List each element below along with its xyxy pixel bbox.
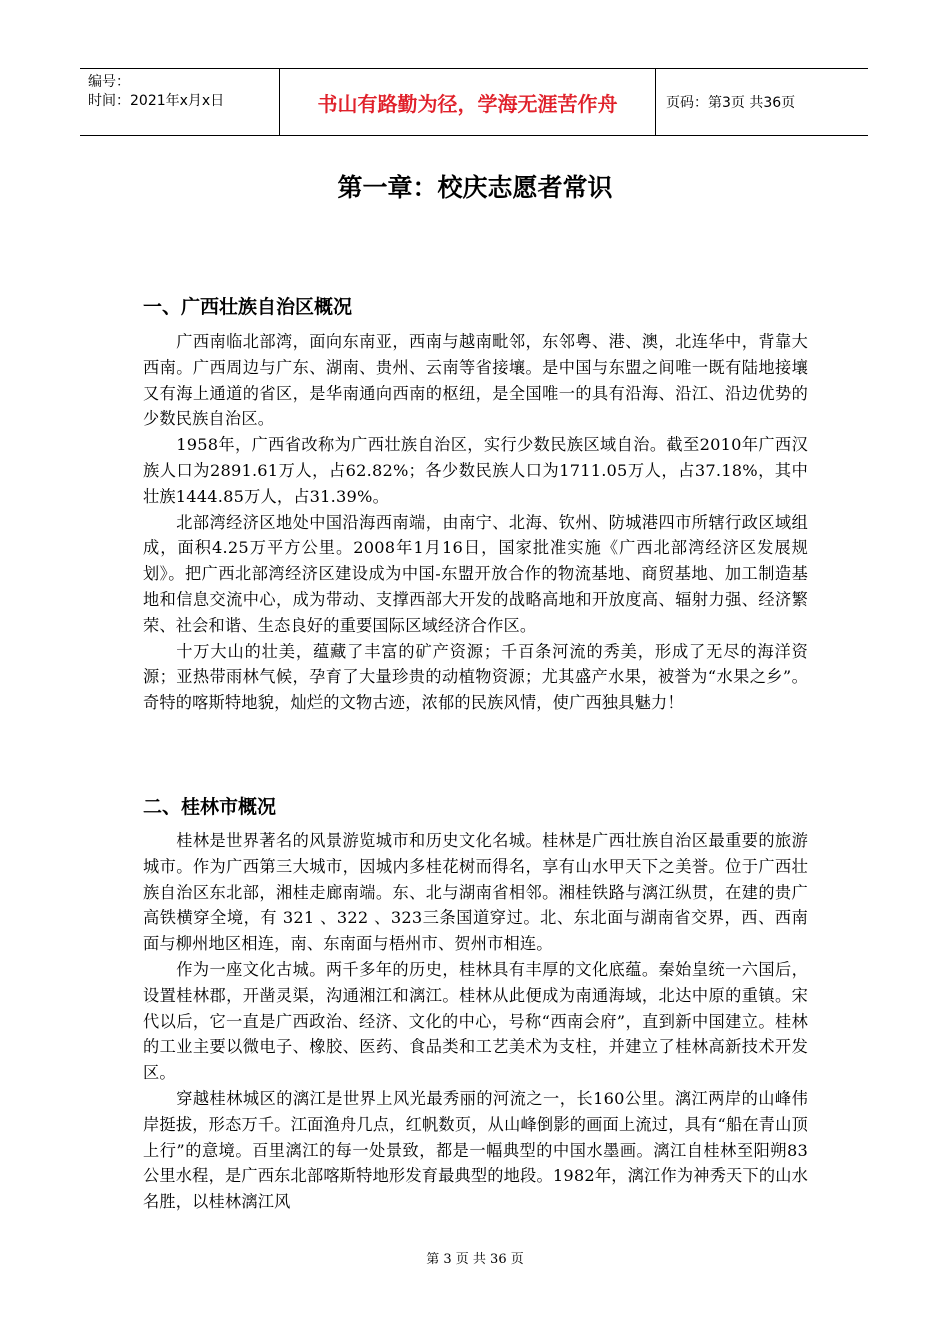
paragraph: 桂林是世界著名的风景游览城市和历史文化名城。桂林是广西壮族自治区最重要的旅游城市。作为广西第三大城市，因城内多桂花树而得名，享有山水甲天下之美誉。位于广西壮族自治区东北部，湘桂走廊南端。东、北与湖南省相邻。湘桂铁路与漓江纵贯，在建的贵广高铁横穿全境，有 321 、322 、323三条国道穿过。北、东北面与湖南省交界，西、西南面与柳州地区相连，南、东南面与梧州市、贺州市相连。 <box>143 831 808 954</box>
section-heading-guangxi: 一、广西壮族自治区概况 <box>143 296 353 318</box>
paragraph: 作为一座文化古城。两千多年的历史，桂林具有丰厚的文化底蕴。秦始皇统一六国后，设置桂林郡，开凿灵渠，沟通湘江和漓江。桂林从此便成为南通海域，北达中原的重镇。宋代以后，它一直是广西政治、经济、文化的中心，号称“西南会府”，直到新中国建立。桂林的工业主要以微电子、橡胶、医药、食品类和工艺美术为支柱，并建立了桂林高新技术开发区。 <box>143 959 808 1083</box>
page-footer: 第 3 页 共 36 页 <box>426 1252 524 1267</box>
section-body-guangxi <box>143 329 808 716</box>
section-heading-guilin: 二、桂林市概况 <box>143 796 277 818</box>
document-header <box>80 68 868 136</box>
chapter-title: 第一章：校庆志愿者常识 <box>337 173 613 202</box>
section-body-guilin <box>143 828 808 1215</box>
paragraph: 北部湾经济区地处中国沿海西南端，由南宁、北海、钦州、防城港四市所辖行政区域组成，面积4.25万平方公里。2008年1月16日，国家批准实施《广西北部湾经济区发展规划》。把广西北部湾经济区建设成为中国-东盟开放合作的物流基地、商贸基地、加工制造基地和信息交流中心，成为带动、支撑西部大开发的战略高地和开放度高、辐射力强、经济繁荣、社会和谐、生态良好的重要国际区域经济合作区。 <box>143 512 808 635</box>
paragraph: 十万大山的壮美，蕴藏了丰富的矿产资源；千百条河流的秀美，形成了无尽的海洋资源；亚热带雨林气候，孕育了大量珍贵的动植物资源；尤其盛产水果，被誉为“水果之乡”。奇特的喀斯特地貌，灿烂的文物古迹，浓郁的民族风情，使广西独具魅力！ <box>143 641 808 713</box>
header-motto: 书山有路勤为径，学海无涯苦作舟 <box>280 69 656 135</box>
header-info <box>80 69 280 135</box>
header-page-info: 页码：第3页 共36页 <box>666 95 796 111</box>
paragraph: 1958年，广西省改称为广西壮族自治区，实行少数民族区域自治。截至2010年广西汉族人口为2891.61万人，占62.82%；各少数民族人口为1711.05万人，占37.18%，其中壮族1444.85万人，占31.39%。 <box>143 435 808 506</box>
header-time: 时间：2021年x月x日 <box>88 93 225 109</box>
header-number: 编号： <box>88 74 130 90</box>
paragraph: 穿越桂林城区的漓江是世界上风光最秀丽的河流之一，长160公里。漓江两岸的山峰伟岸挺拔，形态万千。江面渔舟几点，红帆数页，从山峰倒影的画面上流过，具有“船在青山顶上行”的意境。百里漓江的每一处景致，都是一幅典型的中国水墨画。漓江自桂林至阳朔83公里水程，是广西东北部喀斯特地形发育最典型的地段。1982年，漓江作为神秀天下的山水名胜，以桂林漓江风 <box>143 1088 808 1212</box>
paragraph: 广西南临北部湾，面向东南亚，西南与越南毗邻，东邻粤、港、澳，北连华中，背靠大西南。广西周边与广东、湖南、贵州、云南等省接壤。是中国与东盟之间唯一既有陆地接壤又有海上通道的省区，是华南通向西南的枢纽，是全国唯一的具有沿海、沿江、沿边优势的少数民族自治区。 <box>143 332 808 429</box>
